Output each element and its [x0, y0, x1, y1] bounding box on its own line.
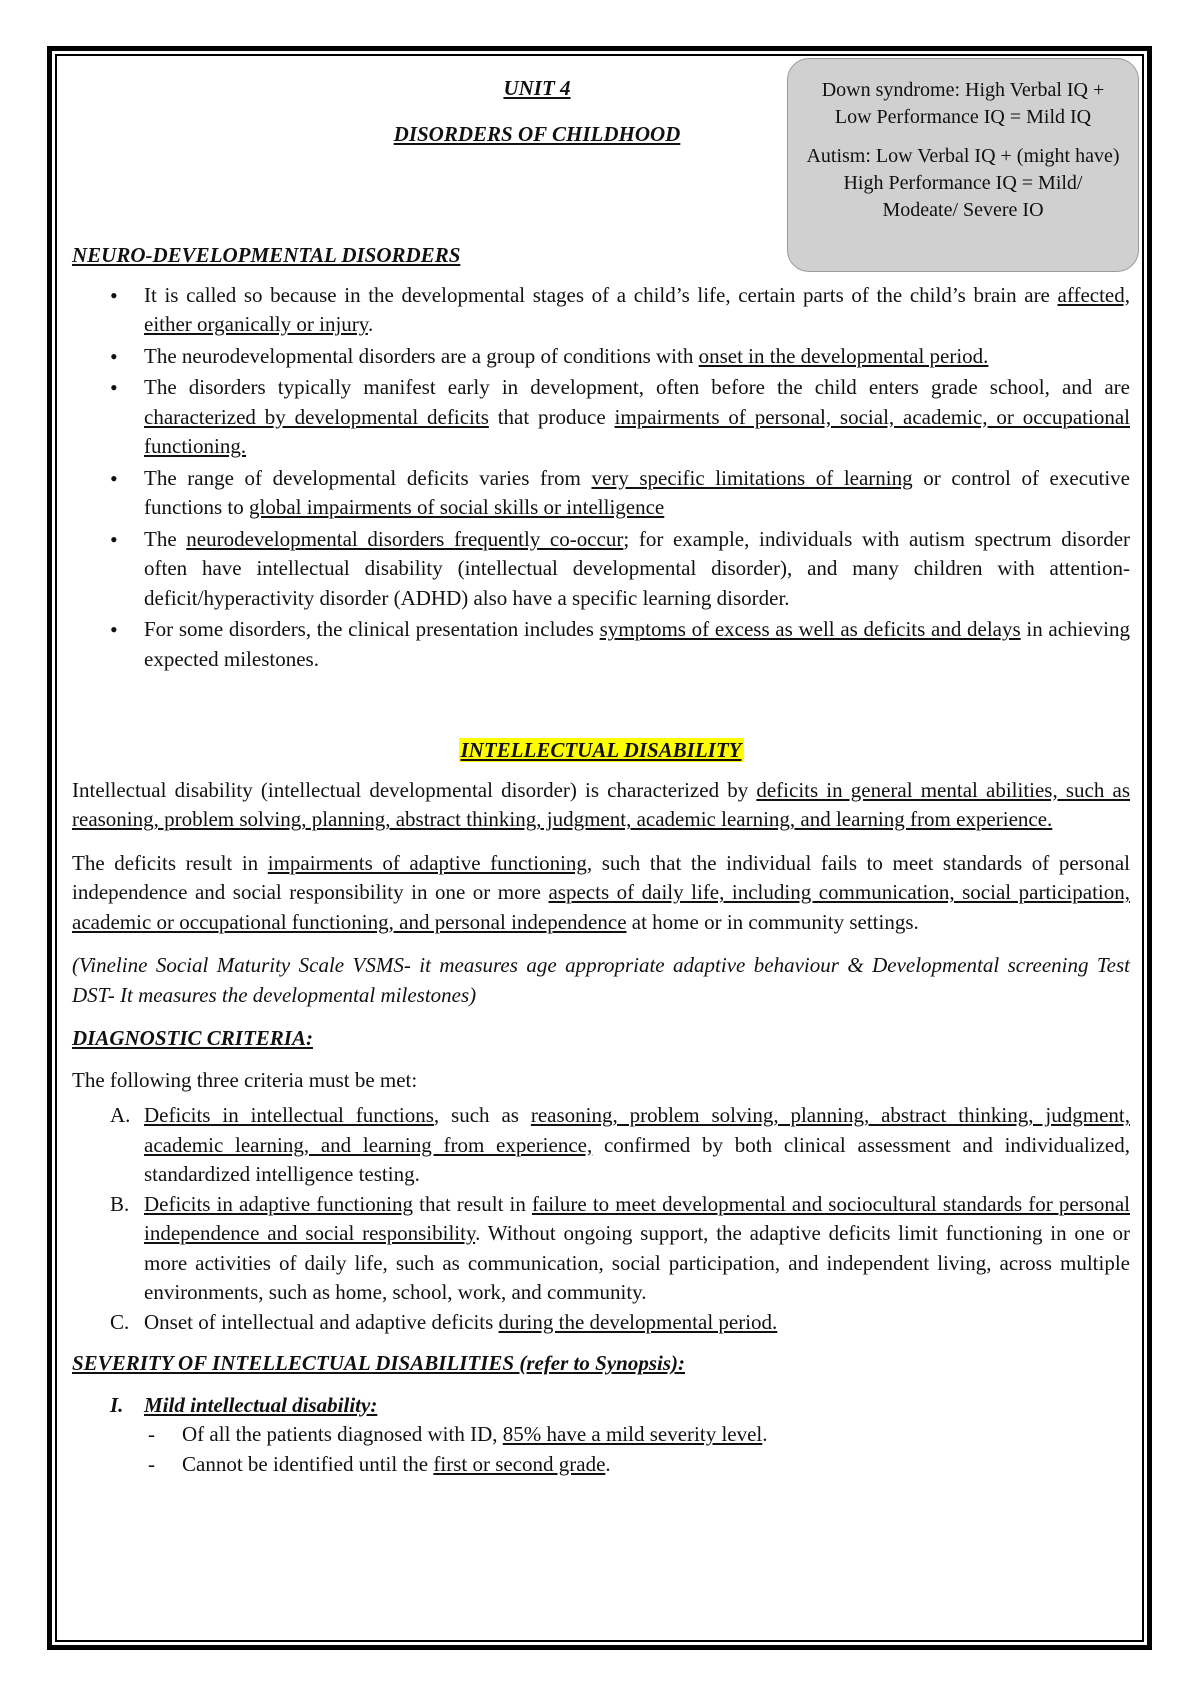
- mild-id-list: [72, 1420, 1130, 1479]
- list-item: - Cannot be identified until the first or second grade.: [148, 1451, 611, 1476]
- list-item: C. Onset of intellectual and adaptive deficits during the developmental period.: [110, 1309, 778, 1334]
- list-item: B. Deficits in adaptive functioning that result in failure to meet developmental and sociocultural standards for personal independence and social responsibility. Without ongoing support, the adaptive deficits limit functioning in one or more activities of daily life, such as communication, social participation, and independent living, across multiple environments, such as home, school, work, and community.: [110, 1191, 1131, 1304]
- document-body: [72, 66, 1130, 1479]
- mild-id-heading: I. Mild intellectual disability:: [110, 1392, 378, 1417]
- neuro-heading: NEURO-DEVELOPMENTAL DISORDERS: [72, 243, 461, 267]
- page-title: DISORDERS OF CHILDHOOD: [393, 121, 681, 146]
- severity-heading: SEVERITY OF INTELLECTUAL DISABILITIES (refer to Synopsis):: [72, 1351, 685, 1375]
- callout-autism: Autism: Low Verbal IQ + (might have) High Performance IQ = Mild/ Modeate/ Severe IO: [806, 145, 1120, 221]
- list-item: • The neurodevelopmental disorders are a group of conditions with onset in the developmental period.: [72, 342, 1130, 372]
- neuro-bullet-list: [72, 281, 1130, 675]
- diagnostic-heading: DIAGNOSTIC CRITERIA:: [72, 1026, 313, 1050]
- list-item: - Of all the patients diagnosed with ID, 85% have a mild severity level.: [148, 1422, 768, 1446]
- list-item: • For some disorders, the clinical presentation includes symptoms of excess as well as deficits and delays in achieving expected milestones.: [72, 615, 1130, 674]
- diagnostic-intro: The following three criteria must be met:: [72, 1067, 418, 1092]
- criteria-list: [72, 1101, 1130, 1337]
- vsms-note: (Vineline Social Maturity Scale VSMS- it measures age appropriate adaptive behaviour & Developmental screening Test DST- It measures the developmental milestones): [72, 953, 1130, 1007]
- list-item: • The neurodevelopmental disorders frequently co-occur; for example, individuals with autism spectrum disorder often have intellectual disability (intellectual developmental disorder), and many children with attention-deficit/hyperactivity disorder (ADHD) also have a specific learning disorder.: [72, 525, 1130, 614]
- unit-title: UNIT 4: [503, 76, 571, 100]
- list-item: • The range of developmental deficits varies from very specific limitations of learning or control of executive functions to global impairments of social skills or intelligence: [72, 464, 1130, 523]
- intellectual-disability-heading: INTELLECTUAL DISABILITY: [460, 738, 742, 762]
- intellectual-definition: Intellectual disability (intellectual developmental disorder) is characterized by deficits in general mental abilities, such as reasoning, problem solving, planning, abstract thinking, judgment, academic learning, and learning from experience.: [72, 777, 1130, 831]
- callout-down-syndrome: Down syndrome: High Verbal IQ + Low Performance IQ = Mild IQ: [821, 79, 1105, 128]
- list-item: • It is called so because in the developmental stages of a child’s life, certain parts of the child’s brain are affected, either organically or injury.: [72, 281, 1130, 340]
- list-item: A. Deficits in intellectual functions, such as reasoning, problem solving, planning, abstract thinking, judgment, academic learning, and learning from experience, confirmed by both clinical assessment and individualized, standardized intelligence testing.: [110, 1103, 1130, 1186]
- list-item: • The disorders typically manifest early in development, often before the child enters grade school, and are characterized by developmental deficits that produce impairments of personal, social, academic, or occupational functioning.: [72, 373, 1130, 462]
- adaptive-deficits-paragraph: The deficits result in impairments of adaptive functioning, such that the individual fails to meet standards of personal independence and social responsibility in one or more aspects of daily life, including communication, social participation, academic or occupational functioning, and personal independence at home or in community settings.: [72, 850, 1130, 934]
